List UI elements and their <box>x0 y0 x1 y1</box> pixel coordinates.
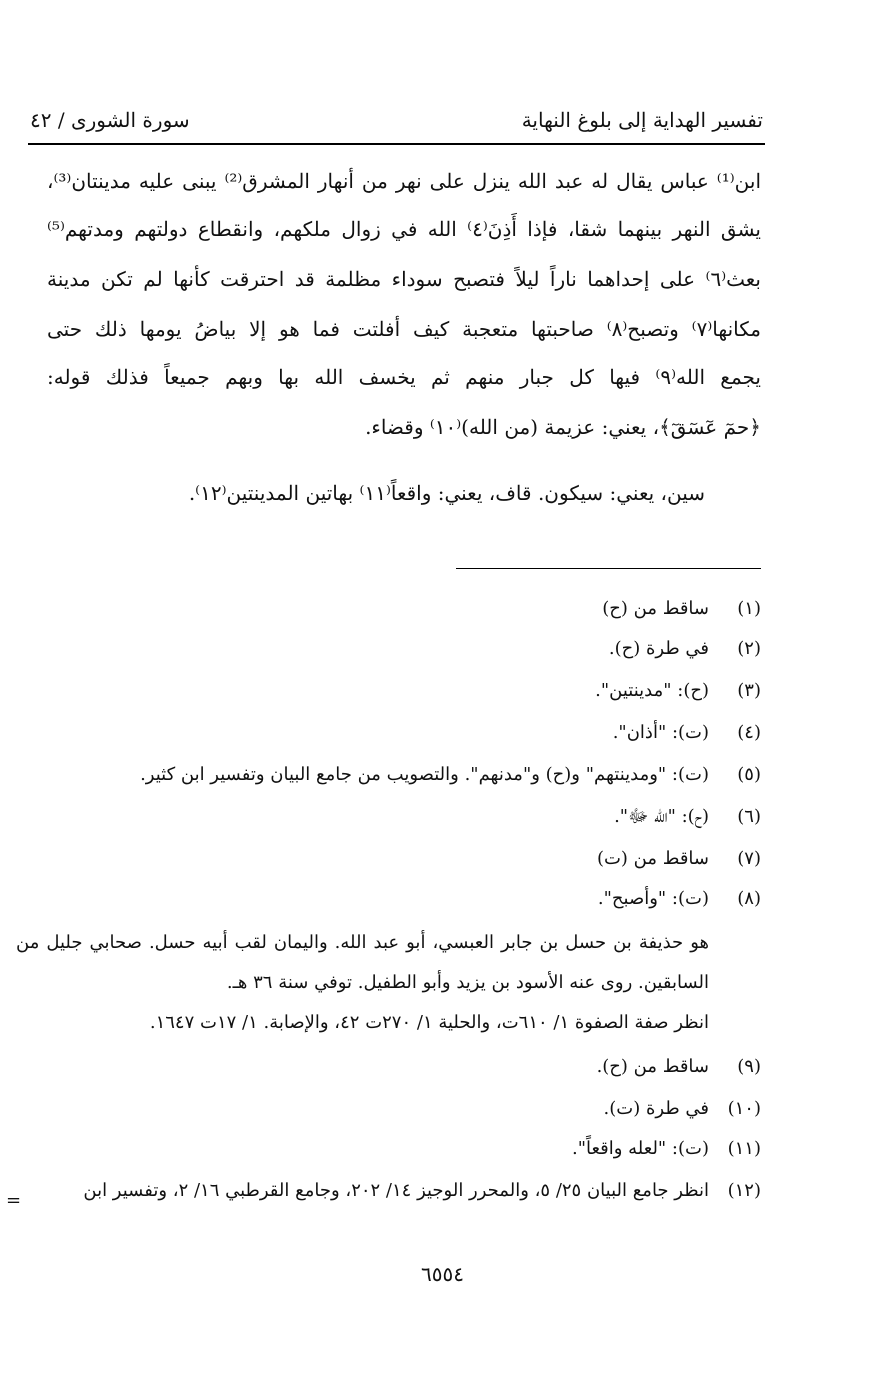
footnote-number: (٧) <box>737 848 761 869</box>
footnote-text: (ت): "لعله واقعاً". <box>571 1138 709 1159</box>
footnote-text: انظر جامع البيان ٢٥/ ٥، والمحرر الوجيز ١٤/ ٢٠٢، وجامع القرطبي ١٦/ ٢، وتفسير ابن <box>83 1180 709 1201</box>
footnote-number: (١٢) <box>727 1180 761 1201</box>
footnote-8-note-line-2: السابقين. روى عنه الأسود بن يزيد وأبو الطفيل. توفي سنة ٣٦ هـ. <box>226 972 709 993</box>
footnote-11 <box>41 1128 761 1170</box>
body-line-4: مكانها⁽٧⁾ وتصبح⁽٨⁾ صاحبتها متعجبة كيف أفلتت فما هو إلا بياضُ يومها ذلك حتى <box>47 317 761 341</box>
page-number: ٦٥٥٤ <box>421 1262 464 1286</box>
footnote-text: ساقط من (ح). <box>596 1056 709 1077</box>
footnote-text: ساقط من (ت) <box>596 848 709 869</box>
footnote-number: (١٠) <box>727 1098 761 1119</box>
footnote-8-note-line-1: هو حذيفة بن حسل بن جابر العبسي، أبو عبد الله. واليمان لقب أبيه حسل. صحابي جليل من <box>16 932 709 953</box>
footnote-12 <box>41 1170 761 1212</box>
book-title: تفسير الهداية إلى بلوغ النهاية <box>521 108 763 132</box>
body-line-6: ﴿حمٓ عٓسٓقٓ﴾، يعني: عزيمة (من الله)⁽١٠⁾ وقضاء. <box>365 415 761 439</box>
footnote-number: (٨) <box>737 888 761 909</box>
footnote-rule <box>456 568 761 569</box>
footnote-6 <box>41 796 761 838</box>
footnote-number: (٦) <box>737 806 761 827</box>
footnote-number: (٢) <box>737 638 761 659</box>
footnote-8-note-line-3: انظر صفة الصفوة ١/ ٦١٠ت، والحلية ١/ ٢٧٠ت ٤٢، والإصابة. ١/ ١٧ت ١٦٤٧. <box>149 1012 709 1033</box>
footnote-text: (ت): "ومدينتهم" و(ح) و"مدنهم". والتصويب من جامع البيان وتفسير ابن كثير. <box>140 764 709 785</box>
footnote-4 <box>41 712 761 754</box>
surah-label: سورة الشورى / ٤٢ <box>30 108 190 132</box>
body-line-5: يجمع الله⁽٩⁾ فيها كل جبار منهم ثم يخسف الله بها وبهم جميعاً فذلك قوله: <box>47 365 761 389</box>
footnote-text: في طرة (ت). <box>603 1098 709 1119</box>
footnote-text: (ت): "وأصبح". <box>597 888 709 909</box>
footnote-text: (ح): "مدينتين". <box>595 680 709 701</box>
footnote-10 <box>41 1088 761 1130</box>
footnote-text: (ت): "أذان". <box>612 722 709 743</box>
footnote-9 <box>41 1046 761 1088</box>
body-line-7: سين، يعني: سيكون. قاف، يعني: واقعاً⁽١١⁾ بهاتين المدينتين⁽١٢⁾. <box>188 481 705 505</box>
body-line-3: بعث⁽٦⁾ على إحداهما ناراً ليلاً فتصبح سوداء مظلمة قد احترقت كأنها لم تكن مدينة <box>47 267 761 291</box>
footnote-number: (١١) <box>727 1138 761 1159</box>
footnote-number: (٤) <box>737 722 761 743</box>
footnote-number: (٣) <box>737 680 761 701</box>
running-header <box>30 100 763 140</box>
footnote-text: ساقط من (ح) <box>602 598 709 619</box>
footnote-7 <box>41 838 761 880</box>
footnote-number: (١) <box>737 598 761 619</box>
footnote-text: في طرة (ح). <box>608 638 709 659</box>
footnote-2 <box>41 628 761 670</box>
continuation-mark: = <box>6 1190 22 1211</box>
body-line-2: يشق النهر بينهما شقا، فإذا أَذِنَ⁽٤⁾ الله في زوال ملكهم، وانقطاع دولتهم ومدتهم⁽⁵⁾ <box>47 217 761 241</box>
footnote-number: (٩) <box>737 1056 761 1077</box>
footnote-5 <box>41 754 761 796</box>
header-rule <box>28 143 765 145</box>
footnote-number: (٥) <box>737 764 761 785</box>
footnote-8 <box>41 878 761 920</box>
body-line-1: ابن⁽¹⁾ عباس يقال له عبد الله ينزل على نهر من أنهار المشرق⁽²⁾ يبنى عليه مدينتان⁽³⁾، <box>47 169 761 193</box>
footnote-3 <box>41 670 761 712</box>
footnote-1 <box>41 588 761 630</box>
footnote-text: (ح): "الله ﷻ". <box>614 806 709 827</box>
